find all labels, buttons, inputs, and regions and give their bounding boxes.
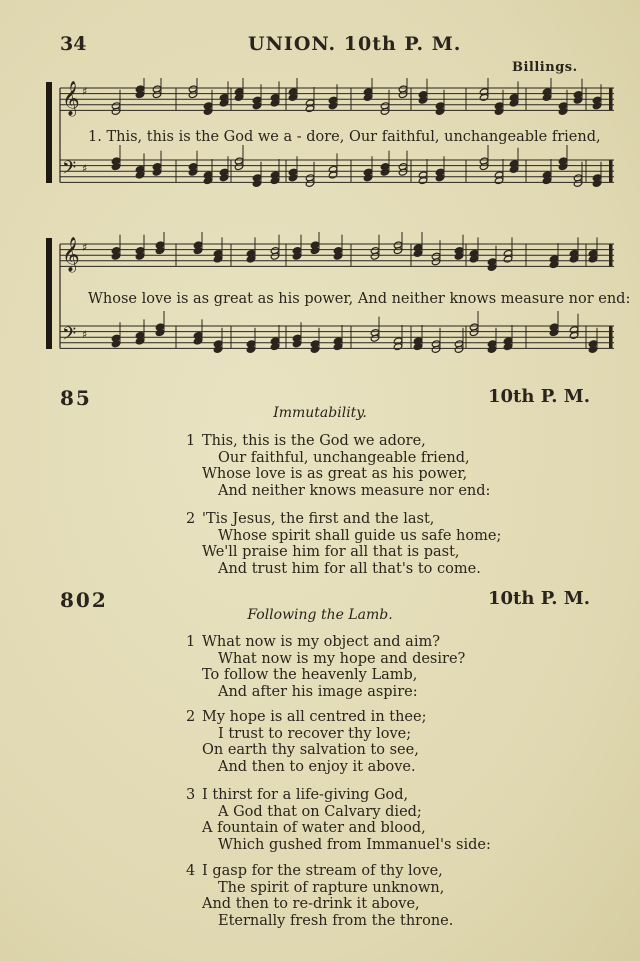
verse-number: 2	[186, 511, 196, 527]
verse-line: A God that on Calvary died;	[218, 803, 422, 820]
final-barline	[609, 88, 612, 110]
verse-line: I gasp for the stream of thy love,	[202, 863, 443, 879]
music-lyric-line-1: 1. This, this is the God we a - dore, Our faithful, unchangeable friend,	[88, 129, 601, 145]
verse-line: Eternally fresh from the throne.	[218, 912, 454, 929]
verse-line: 'Tis Jesus, the first and the last,	[202, 511, 435, 527]
treble-clef-icon: 𝄞	[62, 237, 80, 272]
verse-line: And trust him for all that's to come.	[218, 560, 481, 577]
final-barline	[609, 326, 612, 348]
page-header	[60, 33, 590, 59]
verse-line: I trust to recover thy love;	[218, 725, 412, 742]
verse-line: What now is my object and aim?	[202, 634, 440, 650]
hymn-meter: 10th P. M.	[488, 386, 590, 407]
verse-line: To follow the heavenly Lamb,	[202, 667, 418, 683]
verse-line: We'll praise him for all that is past,	[202, 544, 460, 560]
verse-line: And neither knows measure nor end:	[218, 482, 491, 499]
verse-line: This, this is the God we adore,	[202, 433, 426, 449]
verse-line: The spirit of rapture unknown,	[218, 879, 445, 896]
music-lyric-line-2: Whose love is as great as his power, And neither knows measure nor end:	[88, 291, 631, 307]
system-brace	[46, 238, 52, 349]
verse-number: 1	[186, 433, 196, 449]
verse-line: Whose spirit shall guide us safe home;	[218, 527, 502, 544]
music-system-1	[46, 78, 616, 198]
verse-number: 3	[186, 787, 196, 803]
page-number: 34	[60, 33, 87, 55]
verse-line: And after his image aspire:	[218, 683, 418, 700]
verse-line: I thirst for a life-giving God,	[202, 787, 409, 803]
verse-number: 1	[186, 634, 196, 650]
sharp-icon: ♯	[82, 162, 88, 175]
sharp-icon: ♯	[82, 328, 88, 341]
tune-title: UNION. 10th P. M.	[248, 33, 462, 55]
bass-clef-icon: 𝄢	[62, 324, 77, 349]
verse-line: What now is my hope and desire?	[218, 650, 466, 667]
hymn-subtitle: Immutability.	[273, 405, 367, 421]
sharp-icon: ♯	[82, 241, 88, 254]
treble-clef-icon: 𝄞	[62, 81, 80, 116]
hymn-subtitle: Following the Lamb.	[247, 607, 393, 623]
hymn-number: 85	[60, 386, 92, 410]
verse-number: 4	[186, 863, 196, 879]
verse-line: On earth thy salvation to see,	[202, 742, 419, 758]
hymn-number: 802	[60, 588, 108, 612]
composer-name: Billings.	[512, 60, 578, 75]
system-brace	[46, 82, 52, 183]
verse-line: And then to enjoy it above.	[218, 758, 416, 775]
verse-line: And then to re-drink it above,	[202, 896, 420, 912]
verse-number: 2	[186, 709, 196, 725]
verse-line: My hope is all centred in thee;	[202, 709, 427, 725]
bass-clef-icon: 𝄢	[62, 158, 77, 183]
sharp-icon: ♯	[82, 85, 88, 98]
music-system-2	[46, 232, 631, 356]
verse-line: Whose love is as great as his power,	[202, 466, 468, 482]
verse-line: Our faithful, unchangeable friend,	[218, 449, 470, 466]
verse-line: Which gushed from Immanuel's side:	[218, 836, 491, 853]
final-barline	[609, 244, 612, 266]
final-barline	[609, 160, 612, 182]
verse-line: A fountain of water and blood,	[202, 820, 426, 836]
hymn-meter: 10th P. M.	[488, 588, 590, 609]
